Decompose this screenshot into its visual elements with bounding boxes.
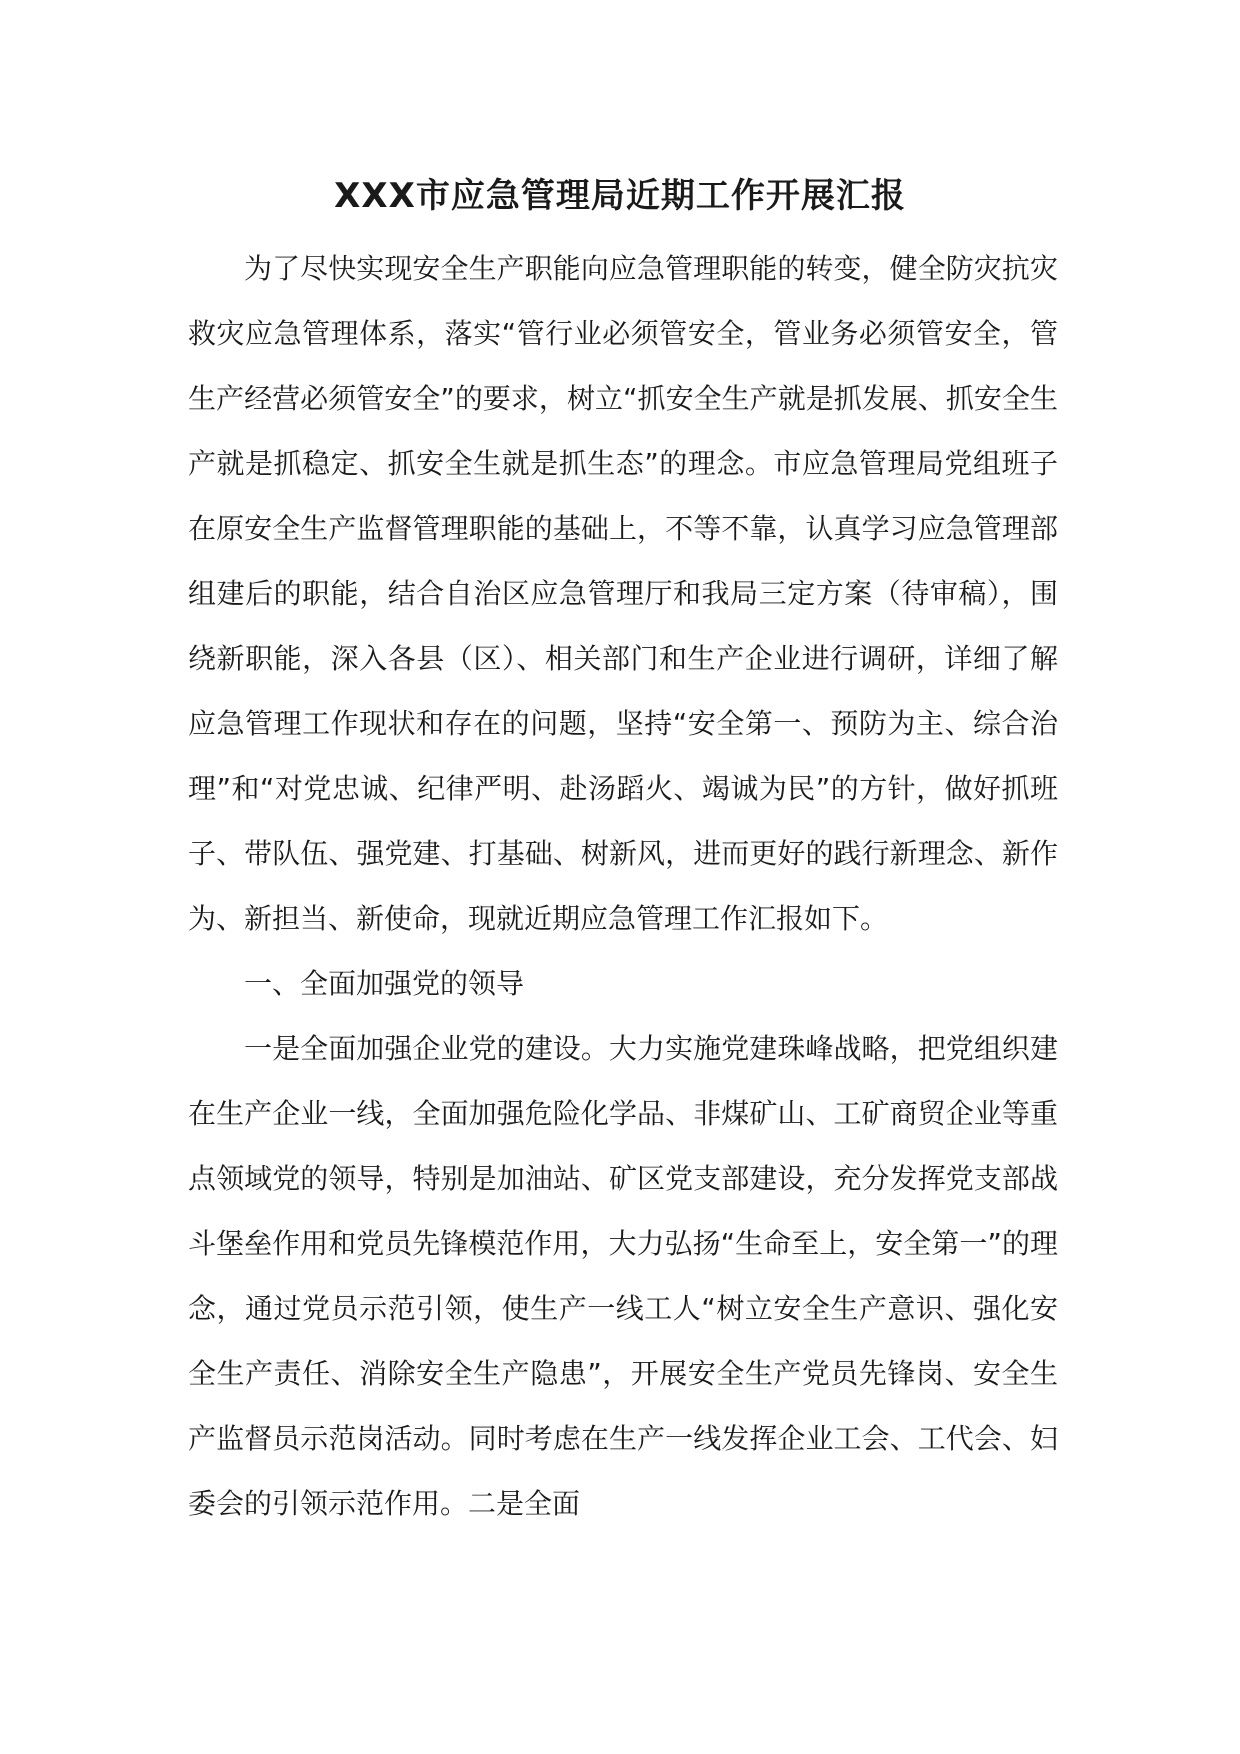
paragraph-intro: 为了尽快实现安全生产职能向应急管理职能的转变，健全防灾抗灾救灾应急管理体系，落实“管行业必须管安全，管业务必须管安全，管生产经营必须管安全”的要求，树立“抓安全生产就是抓发展、抓安全生产就是抓稳定、抓安全生就是抓生态”的理念。市应急管理局党组班子在原安全生产监督管理职能的基础上，不等不靠，认真学习应急管理部组建后的职能，结合自治区应急管理厅和我局三定方案（待审稿），围绕新职能，深入各县（区）、相关部门和生产企业进行调研，详细了解应急管理工作现状和存在的问题，坚持“安全第一、预防为主、综合治理”和“对党忠诚、纪律严明、赴汤蹈火、竭诚为民”的方针，做好抓班子、带队伍、强党建、打基础、树新风，进而更好的践行新理念、新作为、新担当、新使命，现就近期应急管理工作汇报如下。 <box>188 252 1058 935</box>
paragraph-section-1: 一是全面加强企业党的建设。大力实施党建珠峰战略，把党组织建在生产企业一线，全面加强危险化学品、非煤矿山、工矿商贸企业等重点领域党的领导，特别是加油站、矿区党支部建设，充分发挥党支部战斗堡垒作用和党员先锋模范作用，大力弘扬“生命至上，安全第一”的理念，通过党员示范引领，使生产一线工人“树立安全生产意识、强化安全生产责任、消除安全生产隐患”，开展安全生产党员先锋岗、安全生产监督员示范岗活动。同时考虑在生产一线发挥企业工会、工代会、妇委会的引领示范作用。二是全面 <box>188 1032 1058 1520</box>
section-heading-1: 一、全面加强党的领导 <box>244 967 525 1000</box>
document-body <box>188 236 1058 1536</box>
document-title: XXX市应急管理局近期工作开展汇报 <box>334 176 906 216</box>
